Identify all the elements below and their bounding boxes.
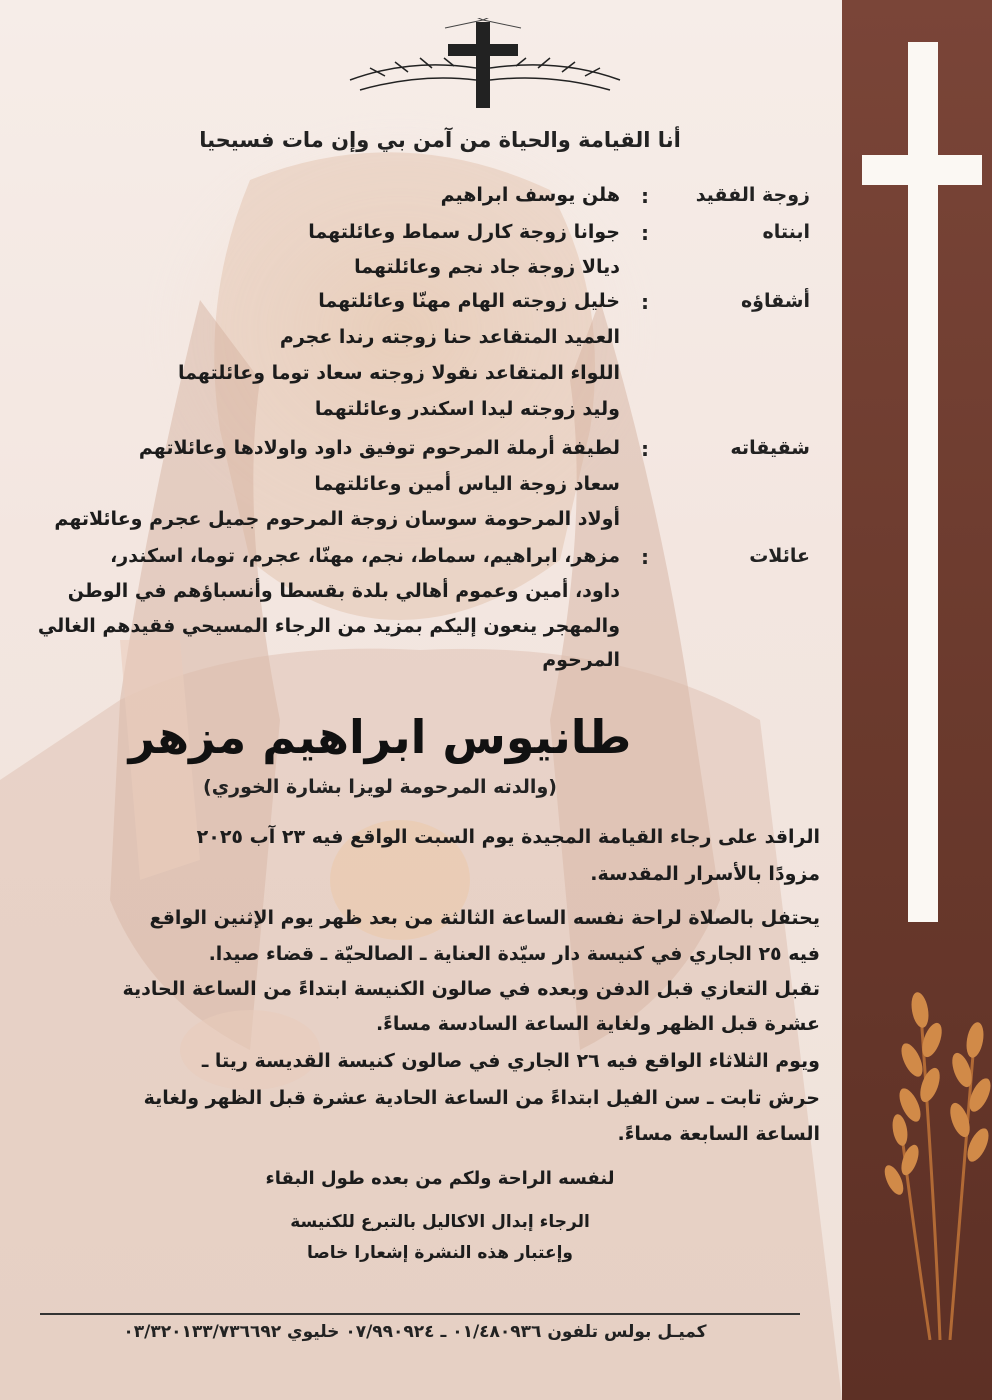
relative-row-daughters bbox=[40, 221, 810, 255]
relative-row-families bbox=[40, 545, 810, 579]
relative-row-brothers-3 bbox=[40, 362, 810, 396]
relative-line: المرحوم bbox=[542, 649, 620, 671]
relative-label: أشقاؤه bbox=[740, 290, 810, 312]
relative-colon: : bbox=[641, 221, 649, 245]
relative-line: العميد المتقاعد حنا زوجته رندا عجرم bbox=[279, 326, 620, 348]
relative-line: اللواء المتقاعد نقولا زوجته سعاد توما وعائلتهما bbox=[178, 362, 620, 384]
body-line: تقبل التعازي قبل الدفن وبعده في صالون الكنيسة ابتداءً من الساعة الحادية bbox=[122, 978, 820, 1000]
relative-row-brothers-4 bbox=[40, 398, 810, 432]
scripture-verse: أنا القيامة والحياة من آمن بي وإن مات فسيحيا bbox=[199, 128, 681, 152]
body-line: فيه ٢٥ الجاري في كنيسة دار سيّدة العناية ـ الصالحيّة ـ قضاء صيدا. bbox=[208, 943, 820, 965]
body-line: الراقد على رجاء القيامة المجيدة يوم السبت الواقع فيه ٢٣ آب ٢٠٢٥ bbox=[196, 826, 820, 848]
relative-row-daughters-2 bbox=[40, 256, 810, 290]
deceased-name: طانيوس ابراهيم مزهر bbox=[128, 710, 632, 764]
request-line-1: الرجاء إبدال الاكاليل بالتبرع للكنيسة bbox=[290, 1212, 590, 1232]
relative-line: جوانا زوجة كارل سماط وعائلتهما bbox=[308, 221, 620, 243]
body-line: عشرة قبل الظهر ولغاية الساعة السادسة مساءً. bbox=[375, 1013, 820, 1035]
relative-line: والمهجر ينعون إليكم بمزيد من الرجاء المسيحي فقيدهم الغالي bbox=[37, 615, 620, 637]
relative-row-families-3 bbox=[37, 615, 810, 649]
body-line: يحتفل بالصلاة لراحة نفسه الساعة الثالثة من بعد ظهر يوم الإثنين الواقع bbox=[149, 907, 820, 929]
request-line-2: وإعتبار هذه النشرة إشعارا خاصا bbox=[306, 1243, 573, 1263]
relative-line: ديالا زوجة جاد نجم وعائلتهما bbox=[354, 256, 620, 278]
relative-label: زوجة الفقيد bbox=[695, 184, 810, 206]
footer-contacts: كميـل بولس تلفون ٠١/٤٨٠٩٣٦ ـ ٠٧/٩٩٠٩٢٤ خليوي ٠٣/٣٢٠١٣٣/٧٣٦٦٩٢ bbox=[123, 1322, 707, 1342]
relative-row-families-2 bbox=[40, 580, 810, 614]
relative-line: هلن يوسف ابراهيم bbox=[440, 184, 620, 206]
relative-row-sisters-2 bbox=[40, 473, 810, 507]
cross-ornament-icon bbox=[340, 18, 630, 110]
footer-divider bbox=[40, 1313, 800, 1315]
body-line: حرش تابت ـ سن الفيل ابتداءً من الساعة الحادية عشرة قبل الظهر ولغاية bbox=[143, 1087, 820, 1109]
relative-row-sisters-3 bbox=[40, 508, 810, 542]
relative-row-sisters bbox=[40, 437, 810, 471]
relative-line: مزهر، ابراهيم، سماط، نجم، مهنّا، عجرم، توما، اسكندر، bbox=[110, 545, 620, 567]
relative-label: عائلات bbox=[749, 545, 810, 567]
relative-line: وليد زوجته ليدا اسكندر وعائلتهما bbox=[314, 398, 620, 420]
deceased-mother: (والدته المرحومة لويزا بشارة الخوري) bbox=[203, 776, 557, 798]
body-line: مزودًا بالأسرار المقدسة. bbox=[590, 863, 820, 885]
relative-row-brothers-2 bbox=[40, 326, 810, 360]
wheat-icon bbox=[880, 960, 992, 1340]
relative-line: سعاد زوجة الياس أمين وعائلتهما bbox=[314, 473, 620, 495]
relative-label: ابنتاه bbox=[762, 221, 810, 243]
relative-line: لطيفة أرملة المرحوم توفيق داود واولادها وعائلاتهم bbox=[138, 437, 620, 459]
relative-line: خليل زوجته الهام مهنّا وعائلتهما bbox=[318, 290, 620, 312]
condolence-line: لنفسه الراحة ولكم من بعده طول البقاء bbox=[265, 1168, 615, 1189]
relative-label: شقيقاته bbox=[730, 437, 810, 459]
relative-row-families-4 bbox=[40, 649, 810, 683]
relative-colon: : bbox=[641, 437, 649, 461]
cross-crossbar bbox=[862, 155, 982, 185]
relative-colon: : bbox=[641, 290, 649, 314]
relative-line: أولاد المرحومة سوسان زوجة المرحوم جميل عجرم وعائلاتهم bbox=[54, 508, 620, 530]
relative-row-brothers bbox=[40, 290, 810, 324]
relative-line: داود، أمين وعموم أهالي بلدة بقسطا وأنسباؤهم في الوطن bbox=[67, 580, 620, 602]
relative-row-wife bbox=[40, 184, 810, 218]
relative-colon: : bbox=[641, 184, 649, 208]
body-line: الساعة السابعة مساءً. bbox=[617, 1123, 820, 1145]
body-line: ويوم الثلاثاء الواقع فيه ٢٦ الجاري في صالون كنيسة القديسة ريتا ـ bbox=[201, 1050, 820, 1072]
relative-colon: : bbox=[641, 545, 649, 569]
